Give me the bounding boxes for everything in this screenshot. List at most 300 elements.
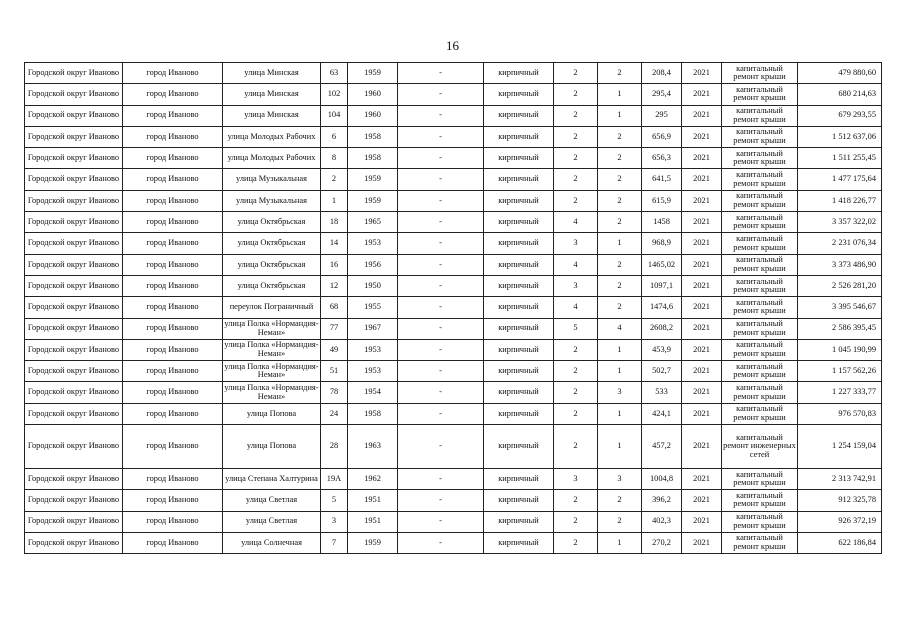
locality-cell: город Иваново bbox=[123, 126, 223, 147]
street-cell: улица Музыкальная bbox=[223, 190, 321, 211]
cost-cell: 622 186,84 bbox=[798, 532, 882, 553]
locality-cell: город Иваново bbox=[123, 532, 223, 553]
entrances-cell: 2 bbox=[598, 254, 642, 275]
municipality-cell: Городской округ Иваново bbox=[25, 339, 123, 360]
year-built-cell: 1958 bbox=[348, 148, 398, 169]
municipality-cell: Городской округ Иваново bbox=[25, 254, 123, 275]
work-type-cell: капитальный ремонт инженерных сетей bbox=[722, 425, 798, 469]
area-cell: 396,2 bbox=[642, 490, 682, 511]
cost-cell: 3 357 322,02 bbox=[798, 212, 882, 233]
area-cell: 1474,6 bbox=[642, 297, 682, 318]
commissioning-cell: - bbox=[398, 339, 484, 360]
floors-cell: 3 bbox=[554, 275, 598, 296]
plan-year-cell: 2021 bbox=[682, 425, 722, 469]
floors-cell: 2 bbox=[554, 169, 598, 190]
municipality-cell: Городской округ Иваново bbox=[25, 361, 123, 382]
entrances-cell: 1 bbox=[598, 233, 642, 254]
work-type-cell: капитальный ремонт крыши bbox=[722, 490, 798, 511]
table-row bbox=[25, 297, 882, 318]
street-cell: улица Степана Халтурина bbox=[223, 469, 321, 490]
plan-year-cell: 2021 bbox=[682, 532, 722, 553]
street-cell: улица Солнечная bbox=[223, 532, 321, 553]
street-cell: улица Минская bbox=[223, 105, 321, 126]
year-built-cell: 1959 bbox=[348, 63, 398, 84]
table-row bbox=[25, 105, 882, 126]
cost-cell: 2 313 742,91 bbox=[798, 469, 882, 490]
wall-material-cell: кирпичный bbox=[484, 233, 554, 254]
wall-material-cell: кирпичный bbox=[484, 126, 554, 147]
commissioning-cell: - bbox=[398, 169, 484, 190]
locality-cell: город Иваново bbox=[123, 190, 223, 211]
locality-cell: город Иваново bbox=[123, 148, 223, 169]
area-cell: 295,4 bbox=[642, 84, 682, 105]
locality-cell: город Иваново bbox=[123, 403, 223, 424]
municipality-cell: Городской округ Иваново bbox=[25, 532, 123, 553]
municipality-cell: Городской округ Иваново bbox=[25, 425, 123, 469]
floors-cell: 2 bbox=[554, 532, 598, 553]
street-cell: улица Молодых Рабочих bbox=[223, 126, 321, 147]
commissioning-cell: - bbox=[398, 382, 484, 403]
plan-year-cell: 2021 bbox=[682, 318, 722, 339]
year-built-cell: 1959 bbox=[348, 169, 398, 190]
house-number-cell: 3 bbox=[321, 511, 348, 532]
work-type-cell: капитальный ремонт крыши bbox=[722, 190, 798, 211]
area-cell: 295 bbox=[642, 105, 682, 126]
table-row bbox=[25, 84, 882, 105]
cost-cell: 680 214,63 bbox=[798, 84, 882, 105]
municipality-cell: Городской округ Иваново bbox=[25, 297, 123, 318]
commissioning-cell: - bbox=[398, 126, 484, 147]
entrances-cell: 1 bbox=[598, 532, 642, 553]
wall-material-cell: кирпичный bbox=[484, 339, 554, 360]
commissioning-cell: - bbox=[398, 361, 484, 382]
table-row bbox=[25, 233, 882, 254]
wall-material-cell: кирпичный bbox=[484, 169, 554, 190]
cost-cell: 2 526 281,20 bbox=[798, 275, 882, 296]
commissioning-cell: - bbox=[398, 318, 484, 339]
entrances-cell: 2 bbox=[598, 190, 642, 211]
area-cell: 615,9 bbox=[642, 190, 682, 211]
table-row bbox=[25, 169, 882, 190]
work-type-cell: капитальный ремонт крыши bbox=[722, 275, 798, 296]
municipality-cell: Городской округ Иваново bbox=[25, 490, 123, 511]
street-cell: улица Минская bbox=[223, 84, 321, 105]
plan-year-cell: 2021 bbox=[682, 126, 722, 147]
municipality-cell: Городской округ Иваново bbox=[25, 318, 123, 339]
work-type-cell: капитальный ремонт крыши bbox=[722, 212, 798, 233]
floors-cell: 4 bbox=[554, 297, 598, 318]
year-built-cell: 1950 bbox=[348, 275, 398, 296]
municipality-cell: Городской округ Иваново bbox=[25, 233, 123, 254]
table-row bbox=[25, 403, 882, 424]
commissioning-cell: - bbox=[398, 403, 484, 424]
locality-cell: город Иваново bbox=[123, 490, 223, 511]
table-row bbox=[25, 532, 882, 553]
table-row bbox=[25, 126, 882, 147]
plan-year-cell: 2021 bbox=[682, 297, 722, 318]
table-row bbox=[25, 361, 882, 382]
house-number-cell: 7 bbox=[321, 532, 348, 553]
commissioning-cell: - bbox=[398, 148, 484, 169]
entrances-cell: 2 bbox=[598, 297, 642, 318]
locality-cell: город Иваново bbox=[123, 425, 223, 469]
street-cell: улица Молодых Рабочих bbox=[223, 148, 321, 169]
floors-cell: 2 bbox=[554, 190, 598, 211]
year-built-cell: 1960 bbox=[348, 105, 398, 126]
commissioning-cell: - bbox=[398, 190, 484, 211]
year-built-cell: 1959 bbox=[348, 532, 398, 553]
cost-cell: 1 157 562,26 bbox=[798, 361, 882, 382]
year-built-cell: 1958 bbox=[348, 403, 398, 424]
entrances-cell: 1 bbox=[598, 105, 642, 126]
work-type-cell: капитальный ремонт крыши bbox=[722, 339, 798, 360]
house-number-cell: 104 bbox=[321, 105, 348, 126]
street-cell: улица Попова bbox=[223, 403, 321, 424]
locality-cell: город Иваново bbox=[123, 469, 223, 490]
entrances-cell: 1 bbox=[598, 339, 642, 360]
floors-cell: 2 bbox=[554, 84, 598, 105]
floors-cell: 2 bbox=[554, 105, 598, 126]
house-number-cell: 5 bbox=[321, 490, 348, 511]
year-built-cell: 1954 bbox=[348, 382, 398, 403]
commissioning-cell: - bbox=[398, 254, 484, 275]
year-built-cell: 1962 bbox=[348, 469, 398, 490]
floors-cell: 2 bbox=[554, 490, 598, 511]
page-number: 16 bbox=[446, 38, 459, 53]
plan-year-cell: 2021 bbox=[682, 105, 722, 126]
commissioning-cell: - bbox=[398, 297, 484, 318]
locality-cell: город Иваново bbox=[123, 169, 223, 190]
entrances-cell: 1 bbox=[598, 425, 642, 469]
street-cell: улица Светлая bbox=[223, 511, 321, 532]
locality-cell: город Иваново bbox=[123, 233, 223, 254]
area-cell: 656,9 bbox=[642, 126, 682, 147]
area-cell: 270,2 bbox=[642, 532, 682, 553]
wall-material-cell: кирпичный bbox=[484, 403, 554, 424]
entrances-cell: 2 bbox=[598, 148, 642, 169]
municipality-cell: Городской округ Иваново bbox=[25, 63, 123, 84]
work-type-cell: капитальный ремонт крыши bbox=[722, 297, 798, 318]
municipality-cell: Городской округ Иваново bbox=[25, 382, 123, 403]
area-cell: 453,9 bbox=[642, 339, 682, 360]
municipality-cell: Городской округ Иваново bbox=[25, 212, 123, 233]
floors-cell: 2 bbox=[554, 126, 598, 147]
entrances-cell: 1 bbox=[598, 361, 642, 382]
house-number-cell: 14 bbox=[321, 233, 348, 254]
street-cell: улица Светлая bbox=[223, 490, 321, 511]
wall-material-cell: кирпичный bbox=[484, 490, 554, 511]
house-number-cell: 6 bbox=[321, 126, 348, 147]
table-row bbox=[25, 511, 882, 532]
work-type-cell: капитальный ремонт крыши bbox=[722, 148, 798, 169]
year-built-cell: 1963 bbox=[348, 425, 398, 469]
floors-cell: 4 bbox=[554, 212, 598, 233]
cost-cell: 1 512 637,06 bbox=[798, 126, 882, 147]
municipality-cell: Городской округ Иваново bbox=[25, 469, 123, 490]
cost-cell: 3 395 546,67 bbox=[798, 297, 882, 318]
street-cell: улица Полка «Нормандия-Неман» bbox=[223, 361, 321, 382]
area-cell: 1004,8 bbox=[642, 469, 682, 490]
locality-cell: город Иваново bbox=[123, 254, 223, 275]
commissioning-cell: - bbox=[398, 511, 484, 532]
commissioning-cell: - bbox=[398, 275, 484, 296]
street-cell: переулок Пограничный bbox=[223, 297, 321, 318]
entrances-cell: 2 bbox=[598, 511, 642, 532]
area-cell: 2608,2 bbox=[642, 318, 682, 339]
plan-year-cell: 2021 bbox=[682, 148, 722, 169]
house-number-cell: 102 bbox=[321, 84, 348, 105]
wall-material-cell: кирпичный bbox=[484, 511, 554, 532]
year-built-cell: 1951 bbox=[348, 490, 398, 511]
house-number-cell: 49 bbox=[321, 339, 348, 360]
locality-cell: город Иваново bbox=[123, 297, 223, 318]
plan-year-cell: 2021 bbox=[682, 403, 722, 424]
cost-cell: 926 372,19 bbox=[798, 511, 882, 532]
wall-material-cell: кирпичный bbox=[484, 254, 554, 275]
year-built-cell: 1960 bbox=[348, 84, 398, 105]
locality-cell: город Иваново bbox=[123, 63, 223, 84]
area-cell: 656,3 bbox=[642, 148, 682, 169]
year-built-cell: 1955 bbox=[348, 297, 398, 318]
area-cell: 502,7 bbox=[642, 361, 682, 382]
work-type-cell: капитальный ремонт крыши bbox=[722, 532, 798, 553]
area-cell: 424,1 bbox=[642, 403, 682, 424]
floors-cell: 2 bbox=[554, 63, 598, 84]
plan-year-cell: 2021 bbox=[682, 469, 722, 490]
wall-material-cell: кирпичный bbox=[484, 275, 554, 296]
floors-cell: 5 bbox=[554, 318, 598, 339]
commissioning-cell: - bbox=[398, 84, 484, 105]
work-type-cell: капитальный ремонт крыши bbox=[722, 126, 798, 147]
wall-material-cell: кирпичный bbox=[484, 425, 554, 469]
year-built-cell: 1953 bbox=[348, 361, 398, 382]
municipality-cell: Городской округ Иваново bbox=[25, 403, 123, 424]
plan-year-cell: 2021 bbox=[682, 382, 722, 403]
wall-material-cell: кирпичный bbox=[484, 190, 554, 211]
area-cell: 641,5 bbox=[642, 169, 682, 190]
plan-year-cell: 2021 bbox=[682, 275, 722, 296]
locality-cell: город Иваново bbox=[123, 511, 223, 532]
table-row bbox=[25, 339, 882, 360]
cost-cell: 1 227 333,77 bbox=[798, 382, 882, 403]
commissioning-cell: - bbox=[398, 469, 484, 490]
area-cell: 1458 bbox=[642, 212, 682, 233]
work-type-cell: капитальный ремонт крыши bbox=[722, 84, 798, 105]
wall-material-cell: кирпичный bbox=[484, 105, 554, 126]
street-cell: улица Октябрьская bbox=[223, 212, 321, 233]
entrances-cell: 4 bbox=[598, 318, 642, 339]
area-cell: 457,2 bbox=[642, 425, 682, 469]
locality-cell: город Иваново bbox=[123, 339, 223, 360]
street-cell: улица Попова bbox=[223, 425, 321, 469]
cost-cell: 1 418 226,77 bbox=[798, 190, 882, 211]
entrances-cell: 2 bbox=[598, 169, 642, 190]
wall-material-cell: кирпичный bbox=[484, 361, 554, 382]
floors-cell: 2 bbox=[554, 511, 598, 532]
work-type-cell: капитальный ремонт крыши bbox=[722, 318, 798, 339]
year-built-cell: 1967 bbox=[348, 318, 398, 339]
house-number-cell: 19А bbox=[321, 469, 348, 490]
floors-cell: 2 bbox=[554, 425, 598, 469]
work-type-cell: капитальный ремонт крыши bbox=[722, 105, 798, 126]
street-cell: улица Музыкальная bbox=[223, 169, 321, 190]
plan-year-cell: 2021 bbox=[682, 511, 722, 532]
entrances-cell: 2 bbox=[598, 126, 642, 147]
cost-cell: 976 570,83 bbox=[798, 403, 882, 424]
locality-cell: город Иваново bbox=[123, 318, 223, 339]
wall-material-cell: кирпичный bbox=[484, 382, 554, 403]
wall-material-cell: кирпичный bbox=[484, 318, 554, 339]
work-type-cell: капитальный ремонт крыши bbox=[722, 233, 798, 254]
table-row bbox=[25, 190, 882, 211]
work-type-cell: капитальный ремонт крыши bbox=[722, 169, 798, 190]
municipality-cell: Городской округ Иваново bbox=[25, 169, 123, 190]
wall-material-cell: кирпичный bbox=[484, 148, 554, 169]
municipality-cell: Городской округ Иваново bbox=[25, 190, 123, 211]
year-built-cell: 1953 bbox=[348, 233, 398, 254]
floors-cell: 2 bbox=[554, 148, 598, 169]
locality-cell: город Иваново bbox=[123, 105, 223, 126]
municipality-cell: Городской округ Иваново bbox=[25, 105, 123, 126]
area-cell: 208,4 bbox=[642, 63, 682, 84]
locality-cell: город Иваново bbox=[123, 361, 223, 382]
entrances-cell: 1 bbox=[598, 84, 642, 105]
wall-material-cell: кирпичный bbox=[484, 297, 554, 318]
street-cell: улица Октябрьская bbox=[223, 254, 321, 275]
year-built-cell: 1956 bbox=[348, 254, 398, 275]
year-built-cell: 1959 bbox=[348, 190, 398, 211]
entrances-cell: 2 bbox=[598, 63, 642, 84]
area-cell: 968,9 bbox=[642, 233, 682, 254]
floors-cell: 2 bbox=[554, 403, 598, 424]
commissioning-cell: - bbox=[398, 233, 484, 254]
cost-cell: 1 045 190,99 bbox=[798, 339, 882, 360]
house-number-cell: 16 bbox=[321, 254, 348, 275]
plan-year-cell: 2021 bbox=[682, 212, 722, 233]
commissioning-cell: - bbox=[398, 212, 484, 233]
work-type-cell: капитальный ремонт крыши bbox=[722, 382, 798, 403]
house-number-cell: 18 bbox=[321, 212, 348, 233]
wall-material-cell: кирпичный bbox=[484, 84, 554, 105]
work-type-cell: капитальный ремонт крыши bbox=[722, 63, 798, 84]
table-row bbox=[25, 148, 882, 169]
floors-cell: 2 bbox=[554, 361, 598, 382]
municipality-cell: Городской округ Иваново bbox=[25, 126, 123, 147]
work-type-cell: капитальный ремонт крыши bbox=[722, 469, 798, 490]
house-number-cell: 68 bbox=[321, 297, 348, 318]
plan-year-cell: 2021 bbox=[682, 339, 722, 360]
commissioning-cell: - bbox=[398, 490, 484, 511]
house-number-cell: 63 bbox=[321, 63, 348, 84]
floors-cell: 2 bbox=[554, 339, 598, 360]
plan-year-cell: 2021 bbox=[682, 233, 722, 254]
entrances-cell: 2 bbox=[598, 275, 642, 296]
cost-cell: 912 325,78 bbox=[798, 490, 882, 511]
table-row bbox=[25, 490, 882, 511]
locality-cell: город Иваново bbox=[123, 212, 223, 233]
year-built-cell: 1951 bbox=[348, 511, 398, 532]
street-cell: улица Минская bbox=[223, 63, 321, 84]
area-cell: 533 bbox=[642, 382, 682, 403]
commissioning-cell: - bbox=[398, 425, 484, 469]
table-body bbox=[25, 63, 882, 554]
year-built-cell: 1965 bbox=[348, 212, 398, 233]
house-number-cell: 77 bbox=[321, 318, 348, 339]
area-cell: 402,3 bbox=[642, 511, 682, 532]
year-built-cell: 1953 bbox=[348, 339, 398, 360]
cost-cell: 2 231 076,34 bbox=[798, 233, 882, 254]
house-number-cell: 24 bbox=[321, 403, 348, 424]
plan-year-cell: 2021 bbox=[682, 63, 722, 84]
house-number-cell: 12 bbox=[321, 275, 348, 296]
plan-year-cell: 2021 bbox=[682, 169, 722, 190]
cost-cell: 2 586 395,45 bbox=[798, 318, 882, 339]
table-row bbox=[25, 212, 882, 233]
entrances-cell: 2 bbox=[598, 212, 642, 233]
table-row bbox=[25, 318, 882, 339]
entrances-cell: 1 bbox=[598, 403, 642, 424]
cost-cell: 679 293,55 bbox=[798, 105, 882, 126]
cost-cell: 1 254 159,04 bbox=[798, 425, 882, 469]
floors-cell: 3 bbox=[554, 469, 598, 490]
wall-material-cell: кирпичный bbox=[484, 532, 554, 553]
housing-register-table bbox=[24, 62, 882, 554]
street-cell: улица Октябрьская bbox=[223, 275, 321, 296]
work-type-cell: капитальный ремонт крыши bbox=[722, 403, 798, 424]
street-cell: улица Полка «Нормандия-Неман» bbox=[223, 382, 321, 403]
house-number-cell: 28 bbox=[321, 425, 348, 469]
house-number-cell: 8 bbox=[321, 148, 348, 169]
wall-material-cell: кирпичный bbox=[484, 212, 554, 233]
commissioning-cell: - bbox=[398, 532, 484, 553]
cost-cell: 1 511 255,45 bbox=[798, 148, 882, 169]
commissioning-cell: - bbox=[398, 63, 484, 84]
commissioning-cell: - bbox=[398, 105, 484, 126]
plan-year-cell: 2021 bbox=[682, 254, 722, 275]
cost-cell: 3 373 486,90 bbox=[798, 254, 882, 275]
table-row bbox=[25, 63, 882, 84]
street-cell: улица Октябрьская bbox=[223, 233, 321, 254]
municipality-cell: Городской округ Иваново bbox=[25, 148, 123, 169]
locality-cell: город Иваново bbox=[123, 275, 223, 296]
entrances-cell: 3 bbox=[598, 469, 642, 490]
floors-cell: 2 bbox=[554, 382, 598, 403]
work-type-cell: капитальный ремонт крыши bbox=[722, 254, 798, 275]
house-number-cell: 51 bbox=[321, 361, 348, 382]
wall-material-cell: кирпичный bbox=[484, 469, 554, 490]
plan-year-cell: 2021 bbox=[682, 361, 722, 382]
municipality-cell: Городской округ Иваново bbox=[25, 511, 123, 532]
house-number-cell: 2 bbox=[321, 169, 348, 190]
area-cell: 1465,02 bbox=[642, 254, 682, 275]
wall-material-cell: кирпичный bbox=[484, 63, 554, 84]
house-number-cell: 78 bbox=[321, 382, 348, 403]
cost-cell: 1 477 175,64 bbox=[798, 169, 882, 190]
work-type-cell: капитальный ремонт крыши bbox=[722, 361, 798, 382]
entrances-cell: 2 bbox=[598, 490, 642, 511]
locality-cell: город Иваново bbox=[123, 84, 223, 105]
plan-year-cell: 2021 bbox=[682, 190, 722, 211]
street-cell: улица Полка «Нормандия-Неман» bbox=[223, 339, 321, 360]
work-type-cell: капитальный ремонт крыши bbox=[722, 511, 798, 532]
house-number-cell: 1 bbox=[321, 190, 348, 211]
street-cell: улица Полка «Нормандия-Неман» bbox=[223, 318, 321, 339]
year-built-cell: 1958 bbox=[348, 126, 398, 147]
area-cell: 1097,1 bbox=[642, 275, 682, 296]
table-row bbox=[25, 254, 882, 275]
table-row bbox=[25, 382, 882, 403]
entrances-cell: 3 bbox=[598, 382, 642, 403]
